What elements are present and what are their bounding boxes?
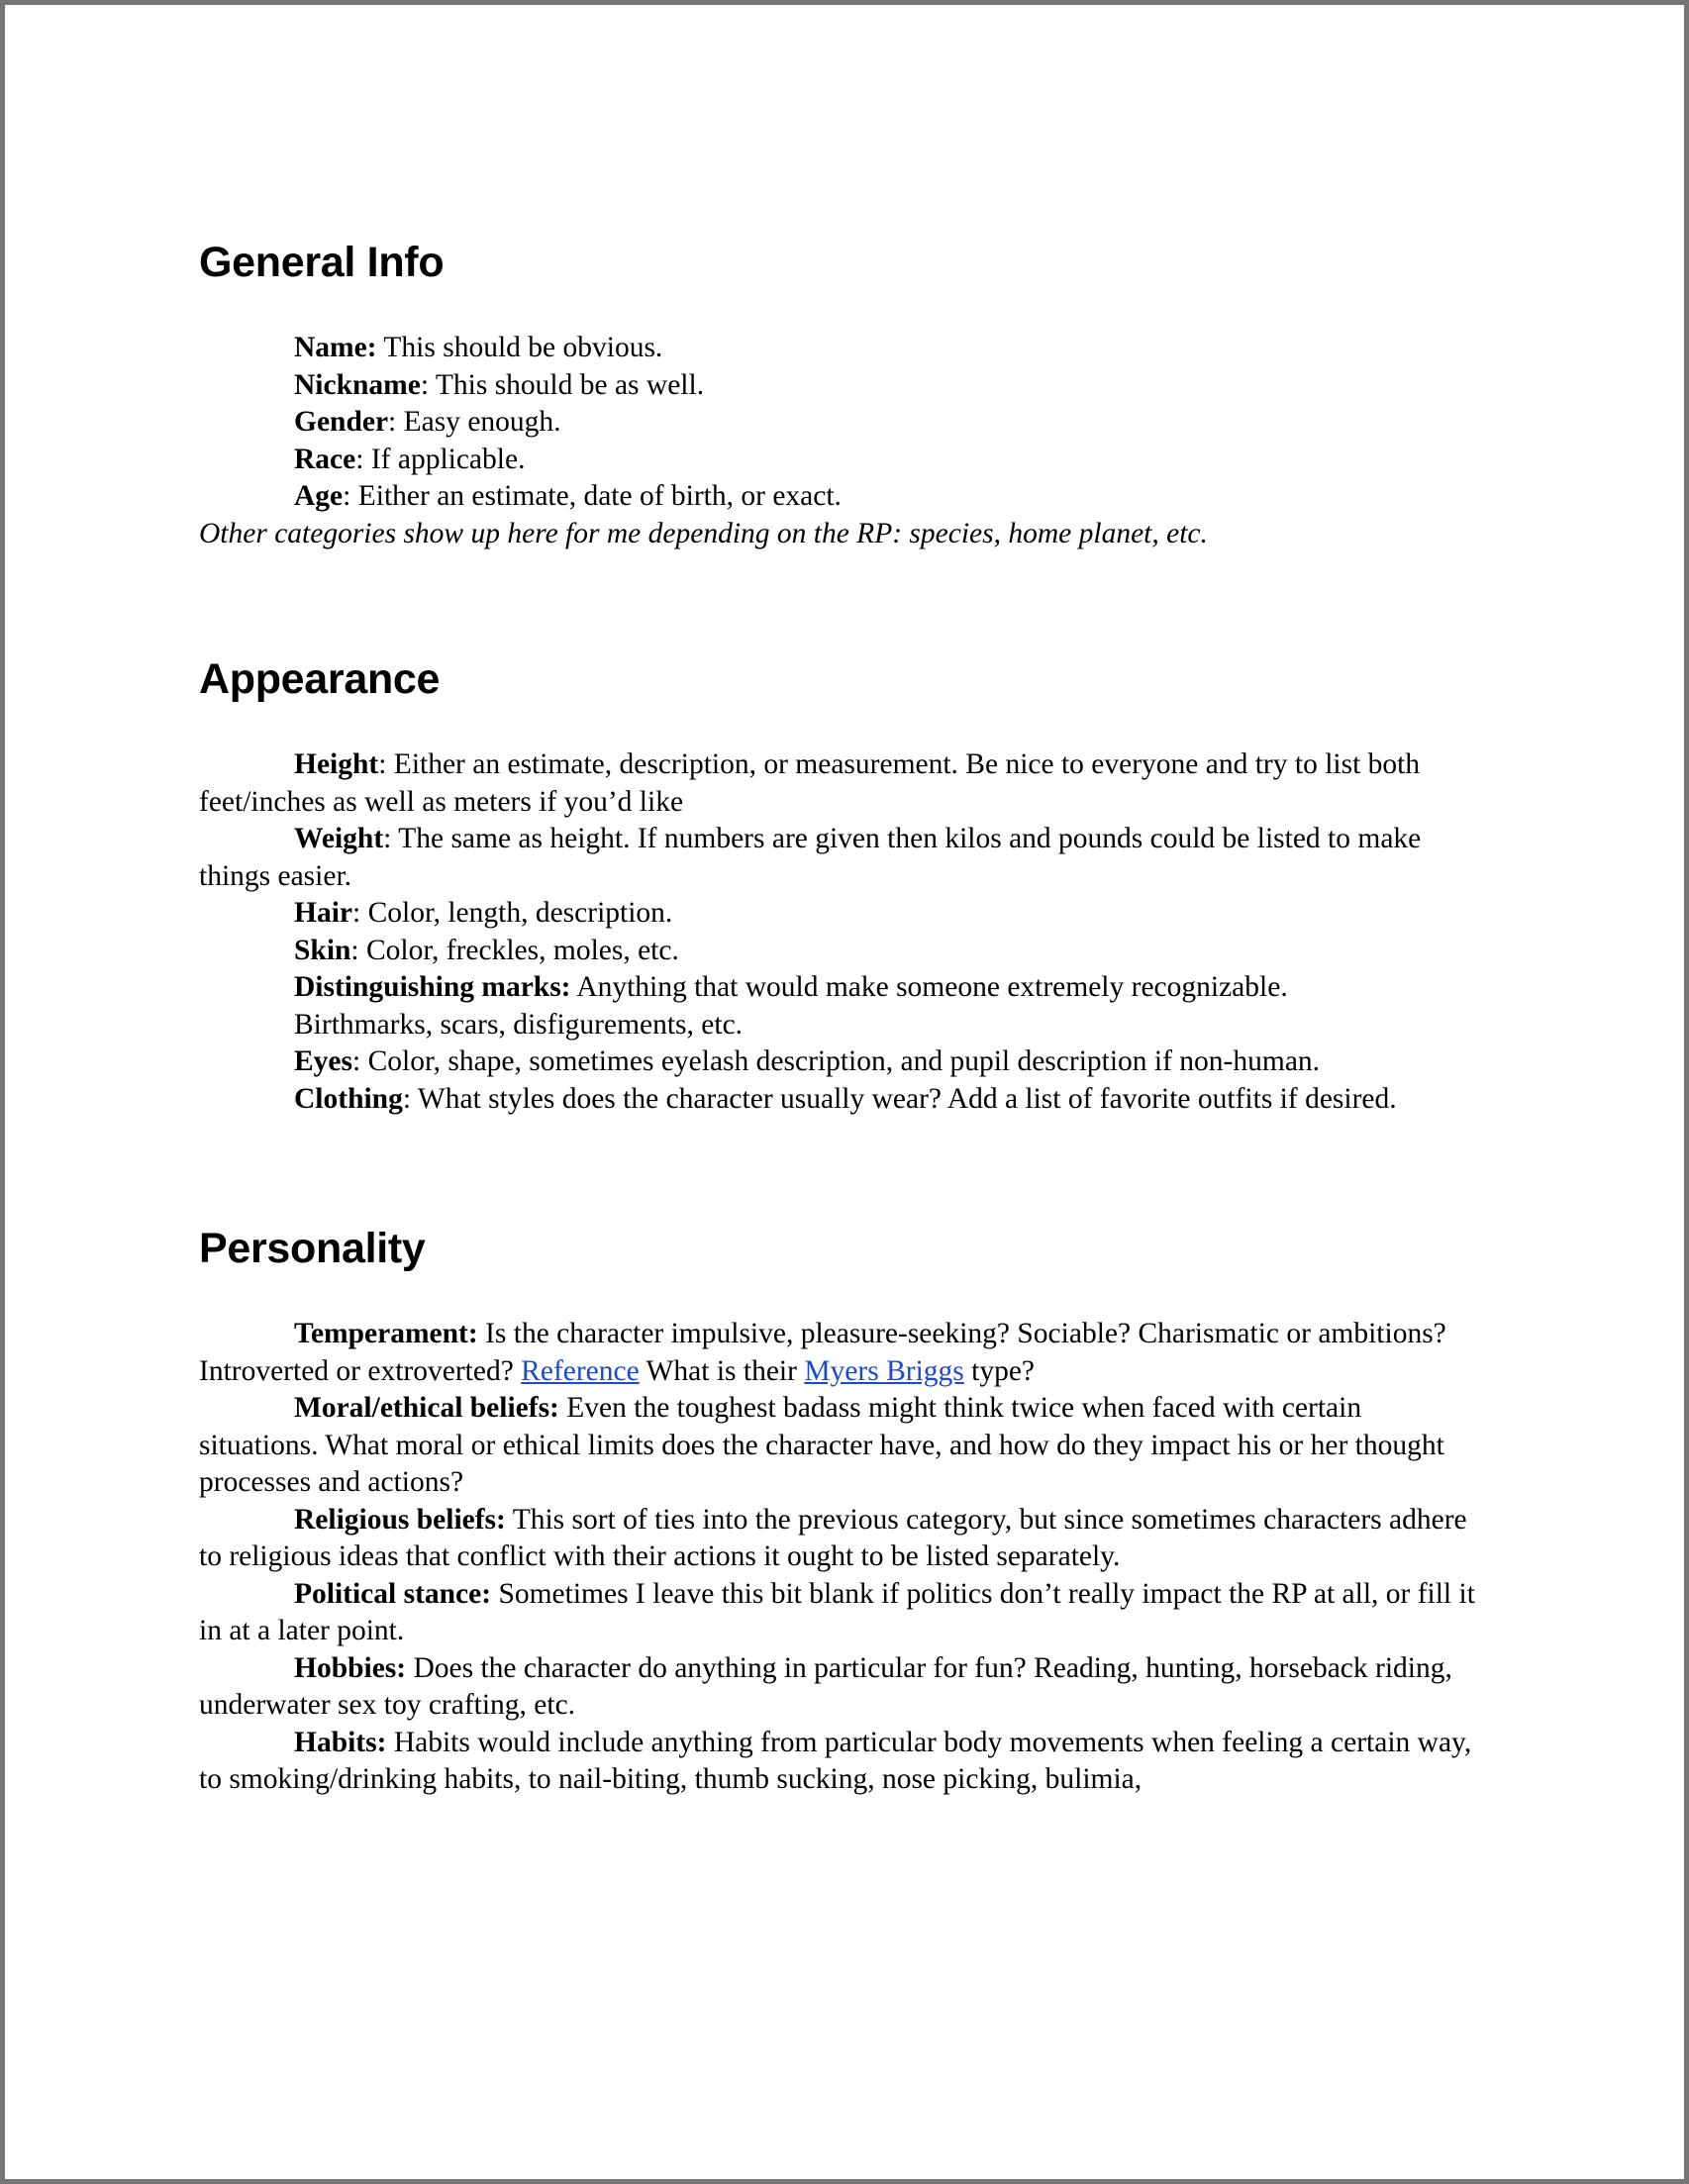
field-name-label: Name (294, 332, 367, 364)
field-name-separator: : (366, 332, 377, 364)
field-age-separator: : (343, 480, 351, 513)
field-temperament-label: Temperament: (294, 1318, 478, 1350)
field-nickname-value: This should be as well. (429, 368, 705, 401)
link-myers-briggs[interactable]: Myers Briggs (804, 1354, 964, 1387)
field-race-separator: : (355, 443, 364, 475)
document-body (199, 239, 1476, 1799)
field-eyes-value: Color, shape, sometimes eyelash description, and pupil description if non-human. (360, 1045, 1321, 1078)
field-hair-label: Hair (294, 897, 352, 930)
field-gender-label: Gender (294, 406, 389, 439)
section-appearance (199, 655, 1476, 1118)
field-age-label: Age (294, 480, 344, 513)
field-weight-value: The same as height. If numbers are given then kilos and pounds could be listed to make things easier. (199, 823, 1422, 892)
field-weight (199, 821, 1476, 895)
field-race (199, 442, 1476, 479)
field-height-value: Either an estimate, description, or measurement. Be nice to everyone and try to list both feet/inches as well as meters if you’d like (199, 748, 1421, 818)
field-moral-ethical-beliefs (199, 1390, 1476, 1502)
field-temperament-text-1: Is the character impulsive, pleasure-seeking? Sociable? Charismatic or ambitions? Introverted or extroverted? (199, 1318, 1446, 1387)
link-reference[interactable]: Reference (521, 1354, 640, 1387)
field-hobbies-value: Does the character do anything in particular for fun? Reading, hunting, horseback riding, underwater sex toy crafting, etc. (199, 1651, 1452, 1722)
note-other-categories: Other categories show up here for me depending on the RP: species, home planet, etc. (199, 517, 1208, 549)
field-height-label: Height (294, 748, 379, 781)
field-name (199, 330, 1476, 367)
field-nickname (199, 367, 1476, 405)
section-general-info (199, 239, 1476, 552)
field-name-value: This should be obvious. (376, 332, 663, 364)
field-clothing-separator: : (402, 1082, 412, 1115)
heading-appearance: Appearance (199, 655, 441, 704)
field-distinguishing-marks-label: Distinguishing marks: (294, 971, 571, 1004)
field-habits (199, 1725, 1476, 1799)
field-hobbies-label: Hobbies: (294, 1651, 407, 1684)
field-clothing-label: Clothing (294, 1082, 403, 1115)
section-personality (199, 1225, 1476, 1799)
field-nickname-separator: : (420, 368, 430, 401)
field-race-label: Race (294, 443, 356, 475)
field-religious-beliefs-label: Religious beliefs: (294, 1503, 506, 1536)
field-eyes-separator: : (352, 1045, 361, 1078)
field-distinguishing-marks (199, 969, 1476, 1007)
field-clothing (199, 1081, 1476, 1119)
heading-personality: Personality (199, 1225, 426, 1273)
field-age (199, 478, 1476, 516)
field-skin (199, 933, 1476, 970)
field-skin-value: Color, freckles, moles, etc. (358, 934, 679, 966)
field-temperament (199, 1316, 1476, 1390)
heading-spacer (199, 703, 1476, 746)
field-temperament-text-3: type? (963, 1354, 1036, 1387)
field-skin-label: Skin (294, 934, 351, 966)
field-moral-ethical-beliefs-label: Moral/ethical beliefs: (294, 1392, 559, 1425)
field-hobbies (199, 1650, 1476, 1725)
field-political-stance (199, 1576, 1476, 1650)
field-hair-value: Color, length, description. (360, 897, 673, 930)
field-moral-ethical-beliefs-value: Even the toughest badass might think twice when faced with certain situations. What moral or ethical limits does the character have, and how do they impact his or her thought processes and actions? (199, 1392, 1444, 1499)
field-height-separator: : (378, 748, 387, 781)
field-height (199, 746, 1476, 821)
heading-spacer (199, 1272, 1476, 1316)
section-spacer-appearance-personality (199, 1118, 1476, 1225)
field-temperament-text-2: What is their (639, 1354, 805, 1387)
heading-spacer (199, 286, 1476, 330)
field-distinguishing-marks-continued: Birthmarks, scars, disfigurements, etc. (294, 1008, 744, 1041)
field-weight-separator: : (383, 823, 392, 855)
field-political-stance-label: Political stance: (294, 1577, 492, 1610)
field-age-value: Either an estimate, date of birth, or exact. (350, 480, 842, 513)
field-political-stance-value: Sometimes I leave this bit blank if politics don’t really impact the RP at all, or fill it in at a later point. (199, 1577, 1475, 1647)
field-gender-value: Easy enough. (396, 406, 561, 439)
field-eyes-label: Eyes (294, 1045, 352, 1078)
field-distinguishing-marks-value: Anything that would make someone extremely recognizable. (570, 971, 1288, 1004)
field-nickname-label: Nickname (294, 368, 421, 401)
field-habits-label: Habits: (294, 1726, 387, 1758)
field-religious-beliefs-value: This sort of ties into the previous category, but since sometimes characters adhere to religious ideas that conflict with their actions it ought to be listed separately. (199, 1503, 1467, 1573)
section-spacer-general-appearance (199, 552, 1476, 655)
field-eyes (199, 1043, 1476, 1081)
field-race-value: If applicable. (363, 443, 526, 475)
field-gender (199, 404, 1476, 442)
field-religious-beliefs (199, 1502, 1476, 1576)
field-clothing-value: What styles does the character usually wear? Add a list of favorite outfits if desired. (411, 1082, 1397, 1115)
field-gender-separator: : (388, 406, 397, 439)
field-weight-label: Weight (294, 823, 384, 855)
field-hair (199, 895, 1476, 933)
field-habits-value: Habits would include anything from particular body movements when feeling a certain way, to smoking/drinking habits, to nail-biting, thumb sucking, nose picking, bulimia, (199, 1726, 1472, 1796)
heading-general-info: General Info (199, 239, 445, 286)
field-hair-separator: : (352, 897, 361, 930)
field-skin-separator: : (350, 934, 359, 966)
